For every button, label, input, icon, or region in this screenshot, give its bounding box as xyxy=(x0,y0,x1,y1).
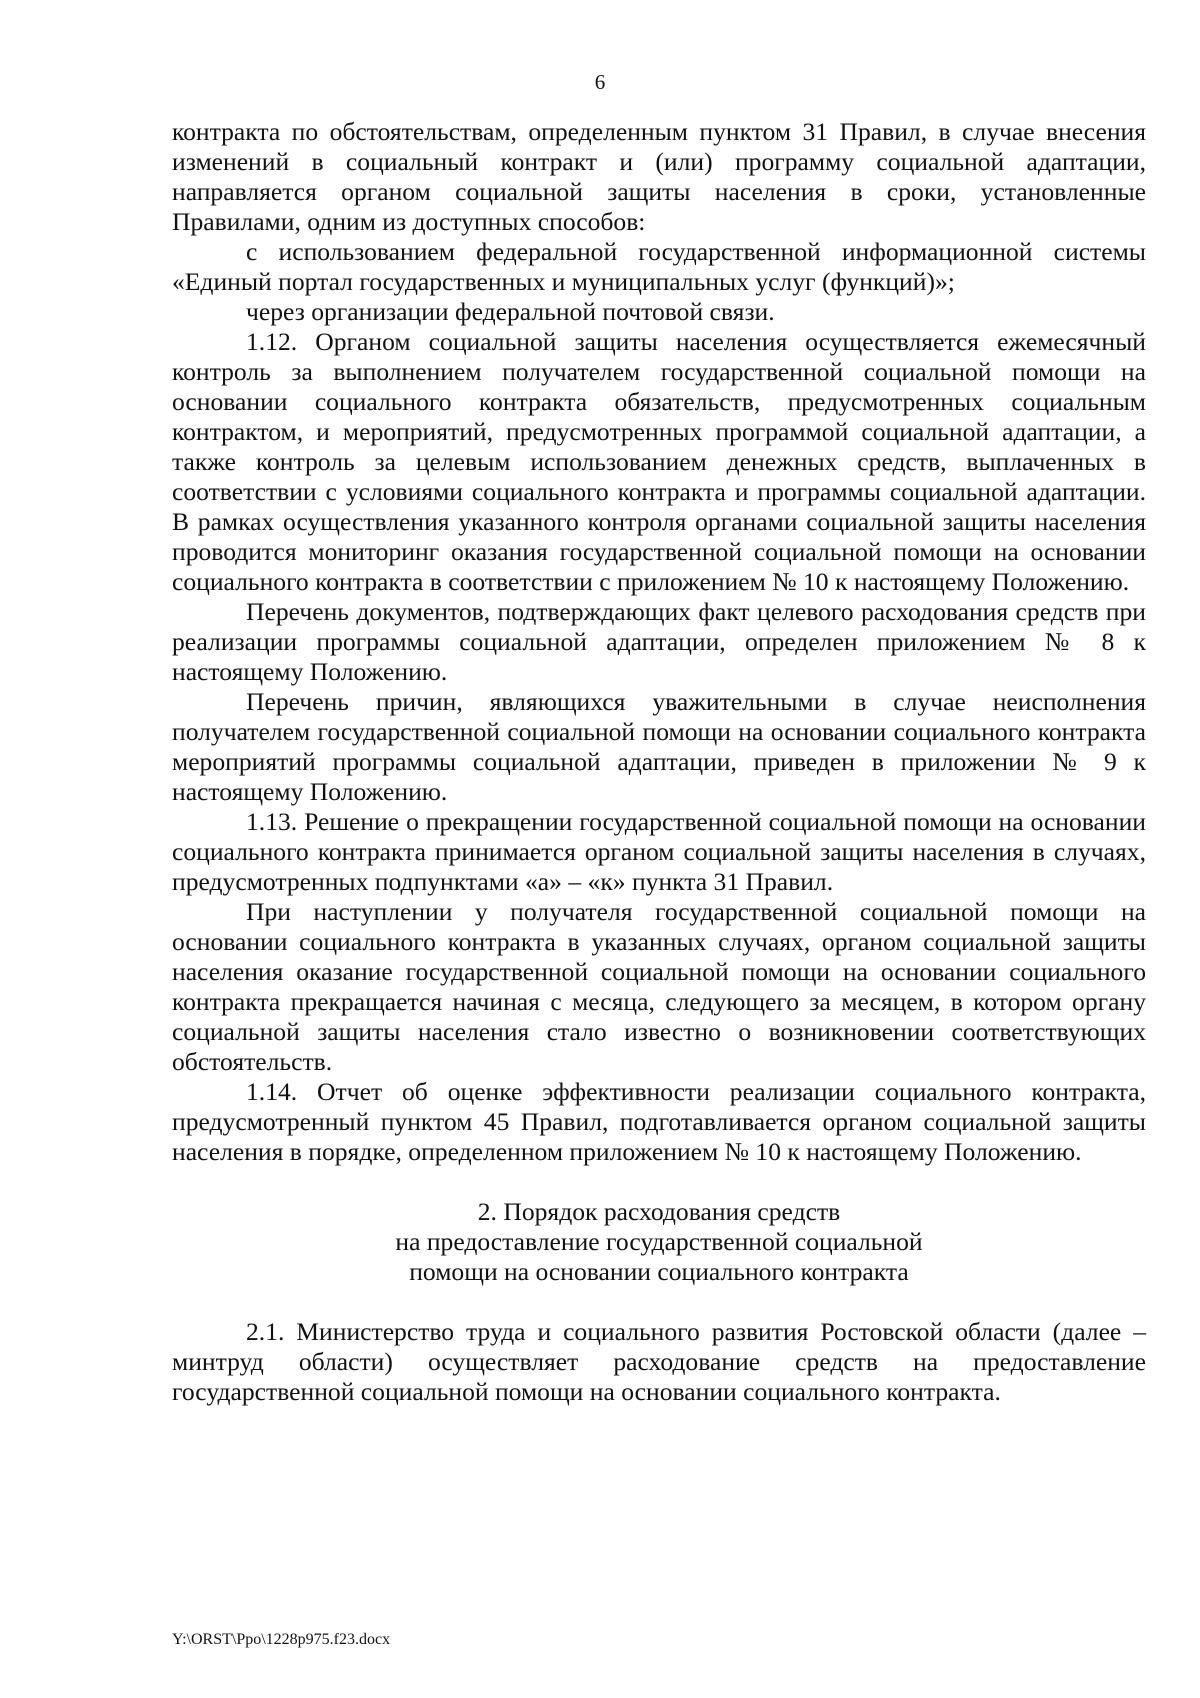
section-heading xyxy=(172,1197,1146,1287)
paragraph-gosuslugi-method: с использованием федеральной государственной информационной системы «Единый портал государственных и муниципальных услуг (функций)»; xyxy=(172,237,1146,296)
section-heading-line-3: помощи на основании социального контракта xyxy=(409,1257,909,1286)
footer-file-path: Y:\ORST\Ppo\1228p975.f23.docx xyxy=(172,1631,391,1648)
paragraph-clause-1-14: 1.14. Отчет об оценке эффективности реализации социального контракта, предусмотренный пунктом 45 Правил, подготавливается органом социальной защиты населения в порядке, определенном приложением № 10 к настоящему Положению. xyxy=(172,1077,1146,1166)
paragraph-valid-reasons: Перечень причин, являющихся уважительными в случае неисполнения получателем государственной социальной помощи на основании социального контракта мероприятий программы социальной адаптации, приведен в приложении № 9 к настоящему Положению. xyxy=(172,687,1146,806)
paragraph-documents-list: Перечень документов, подтверждающих факт целевого расходования средств при реализации программы социальной адаптации, определен приложением № 8 к настоящему Положению. xyxy=(172,597,1146,686)
paragraph-clause-2-1: 2.1. Министерство труда и социального развития Ростовской области (далее – минтруд области) осуществляет расходование средств на предоставление государственной социальной помощи на основании социального контракта. xyxy=(172,1317,1146,1406)
document-body xyxy=(172,117,1146,1407)
paragraph-clause-1-13: 1.13. Решение о прекращении государственной социальной помощи на основании социального контракта принимается органом социальной защиты населения в случаях, предусмотренных подпунктами «а» – «к» пункта 31 Правил. xyxy=(172,807,1146,896)
paragraph-clause-1-12: 1.12. Органом социальной защиты населения осуществляется ежемесячный контроль за выполнением получателем государственной социальной помощи на основании социального контракта обязательств, предусмотренных социальным контрактом, и мероприятий, предусмотренных программой социальной адаптации, а также контроль за целевым использованием денежных средств, выплаченных в соответствии с условиями социального контракта и программы социальной адаптации. В рамках осуществления указанного контроля органами социальной защиты населения проводится мониторинг оказания государственной социальной помощи на основании социального контракта в соответствии с приложением № 10 к настоящему Положению. xyxy=(172,327,1146,596)
page-number: 6 xyxy=(594,70,606,94)
paragraph-post-method: через организации федеральной почтовой связи. xyxy=(246,297,775,326)
paragraph-contract-continuation: контракта по обстоятельствам, определенным пунктом 31 Правил, в случае внесения изменений в социальный контракт и (или) программу социальной адаптации, направляется органом социальной защиты населения в сроки, установленные Правилами, одним из доступных способов: xyxy=(172,117,1146,236)
section-heading-line-1: 2. Порядок расходования средств xyxy=(477,1197,841,1226)
paragraph-termination: При наступлении у получателя государственной социальной помощи на основании социального контракта в указанных случаях, органом социальной защиты населения оказание государственной социальной помощи на основании социального контракта прекращается начиная с месяца, следующего за месяцем, в котором органу социальной защиты населения стало известно о возникновении соответствующих обстоятельств. xyxy=(172,897,1146,1076)
section-heading-line-2: на предоставление государственной социальной xyxy=(395,1227,923,1256)
